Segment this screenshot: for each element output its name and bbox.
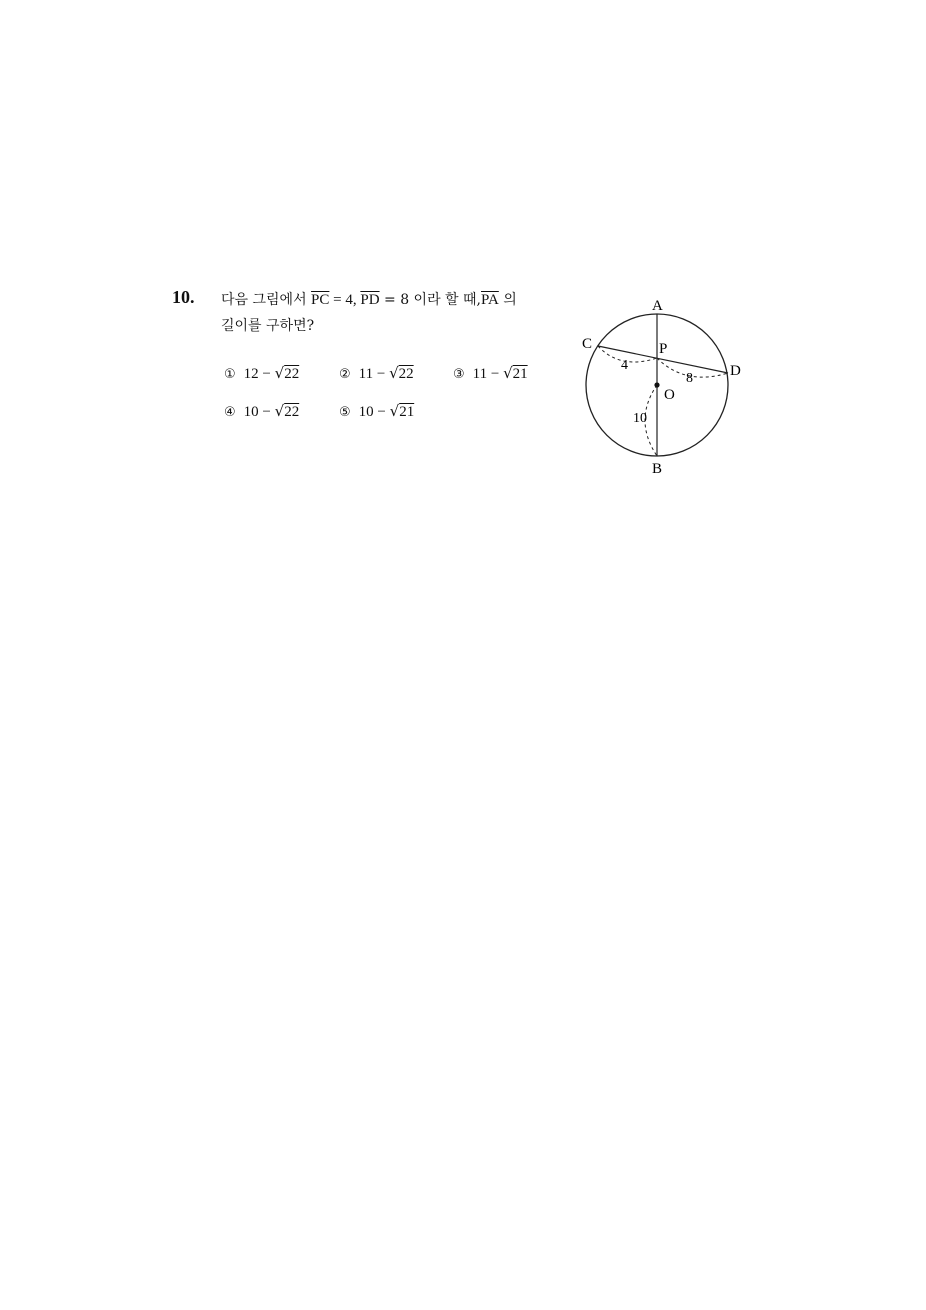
question-number: 10.	[172, 287, 195, 307]
circle-figure	[575, 290, 755, 485]
stem-line-1	[221, 287, 581, 313]
choice-4[interactable]: ④ 10 − √22	[224, 402, 300, 420]
stem-line-2: 길이를 구하면?	[221, 318, 315, 334]
length-pd: 8	[686, 371, 693, 386]
sqrt-icon: √	[389, 364, 399, 382]
stem-text-1: 다음 그림에서	[221, 292, 312, 308]
stem-text-2: = 4,	[329, 292, 361, 308]
sqrt-icon: √	[503, 364, 513, 382]
length-pc: 4	[621, 358, 628, 373]
label-p: P	[659, 341, 668, 357]
choice-3[interactable]: ③ 11 − √21	[453, 364, 528, 382]
stem-text-4: 의	[498, 292, 517, 308]
sqrt-icon: √	[274, 402, 285, 420]
label-o: O	[664, 387, 675, 403]
center-dot-icon	[654, 382, 659, 387]
question-stem	[221, 287, 581, 339]
choice-mark: ③	[453, 367, 465, 382]
choice-5[interactable]: ⑤ 10 − √21	[339, 402, 415, 420]
label-b: B	[652, 461, 663, 477]
choice-mark: ④	[224, 405, 236, 420]
length-ob: 10	[633, 411, 647, 426]
choice-mark: ②	[339, 367, 351, 382]
choice-mark: ①	[224, 367, 236, 382]
choice-mark: ⑤	[339, 405, 351, 420]
stem-text-3: = 8 이라 할 때,	[379, 292, 481, 308]
segment-pc: $\overline{PC}$	[311, 292, 330, 308]
label-d: D	[730, 363, 741, 379]
label-a: A	[652, 298, 663, 314]
segment-pd: $\overline{PD}$	[360, 292, 380, 308]
segment-pa: $\overline{PA}$	[481, 292, 499, 308]
label-c: C	[582, 336, 593, 352]
choice-2[interactable]: ② 11 − √22	[339, 364, 414, 382]
sqrt-icon: √	[389, 402, 400, 420]
sqrt-icon: √	[274, 364, 285, 382]
choice-1[interactable]: ① 12 − √22	[224, 364, 300, 382]
